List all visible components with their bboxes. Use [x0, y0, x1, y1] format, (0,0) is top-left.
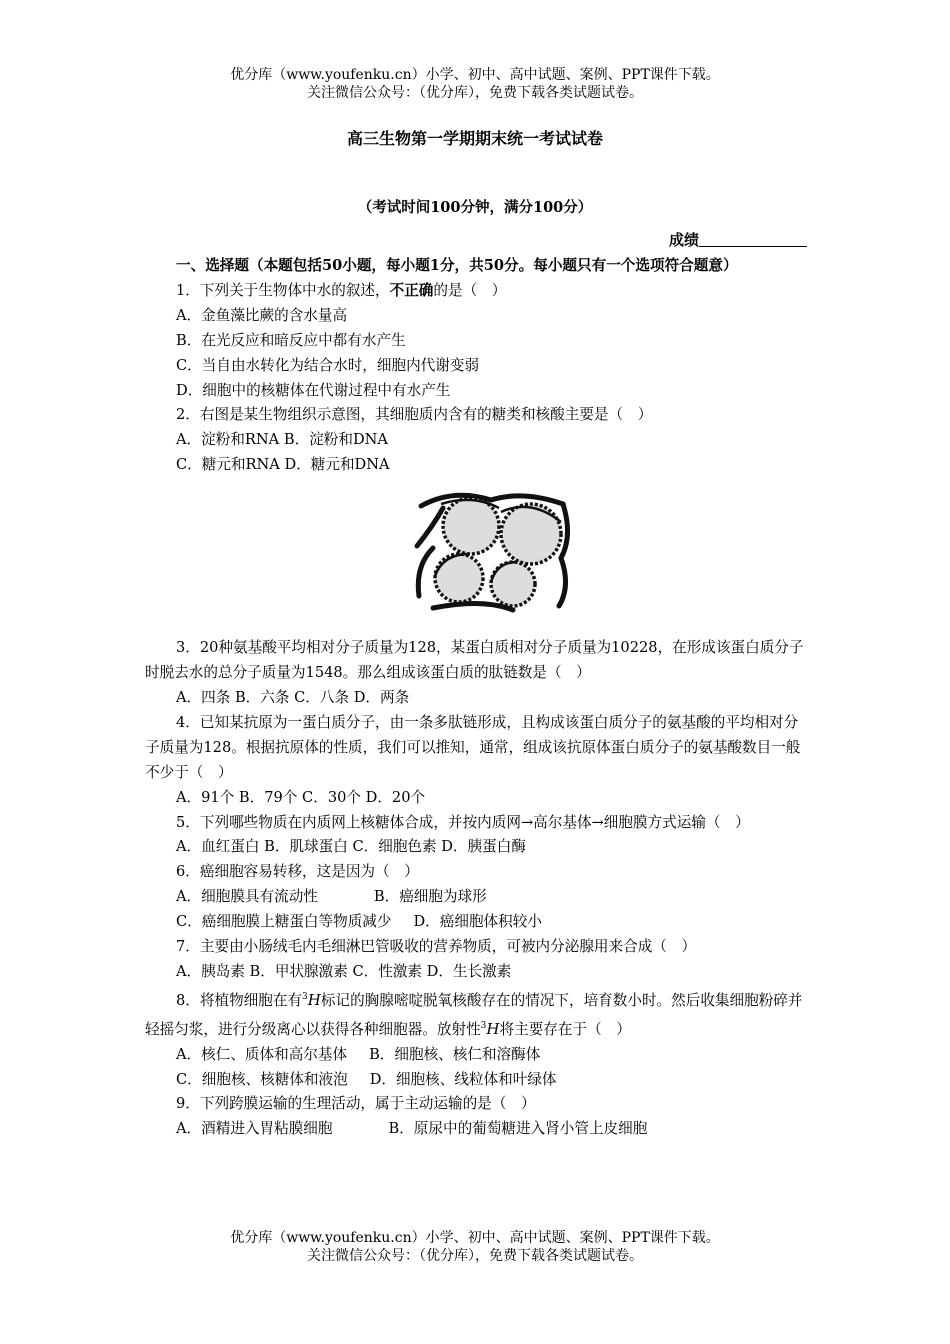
q8-stem-c: 将主要存在于（ ）: [499, 1020, 631, 1038]
q8-option-c: C．细胞核、核糖体和液泡: [176, 1070, 348, 1088]
score-label: 成绩: [668, 231, 699, 249]
question-6: 6．癌细胞容易转移，这是因为（ ）: [176, 863, 419, 881]
q8-stem-b: 标记的胸腺嘧啶脱氧核酸存在的情况下，培育数小时。然后收集细胞粉碎并轻摇匀浆，进行分级离心以获得各种细胞器。放射性: [145, 991, 803, 1038]
q2-options-cd: C．糖元和RNA D．糖元和DNA: [176, 456, 390, 474]
header-line-1: 优分库（www.youfenku.cn）小学、初中、高中试题、案例、PPT课件下载。: [230, 67, 720, 83]
q6-option-b: B．癌细胞为球形: [373, 888, 487, 906]
q1-stem-post: 的是（ ）: [433, 281, 507, 299]
q3-options: A．四条 B．六条 C．八条 D．两条: [176, 688, 410, 706]
q1-stem-pre: 1．下列关于生物体中水的叙述，: [176, 281, 390, 299]
q1-option-a: A．金鱼藻比蕨的含水量高: [176, 306, 348, 324]
page-header: [0, 66, 950, 102]
q8-option-b: B．细胞核、核仁和溶酶体: [369, 1045, 541, 1063]
exam-content: [145, 254, 807, 1142]
q9-option-a: A．酒精进入胃粘膜细胞: [176, 1120, 333, 1138]
q5-options: A．血红蛋白 B．肌球蛋白 C．细胞色素 D．胰蛋白酶: [176, 838, 526, 856]
q8-isotope-1: H: [307, 990, 321, 1009]
page-title: 高三生物第一学期期末统一考试试卷: [346, 129, 603, 148]
question-3: 3．20种氨基酸平均相对分子质量为128，某蛋白质相对分子质量为10228，在形成该蛋白质分子时脱去水的总分子质量为1548。那么组成该蛋白质的肽链数是（ ）: [145, 639, 804, 682]
q8-superscript-2: 3: [480, 1020, 487, 1031]
q9-option-b: B．原尿中的葡萄糖进入肾小管上皮细胞: [388, 1120, 648, 1138]
q8-option-d: D．细胞核、线粒体和叶绿体: [369, 1070, 557, 1088]
question-2: 2．右图是某生物组织示意图，其细胞质内含有的糖类和核酸主要是（ ）: [176, 406, 653, 424]
question-7: 7．主要由小肠绒毛内毛细淋巴管吸收的营养物质，可被内分泌腺用来合成（ ）: [176, 938, 697, 956]
q9-options-ab: [145, 1117, 807, 1142]
q2-options-ab: A．淀粉和RNA B．淀粉和DNA: [176, 431, 388, 449]
q1-option-c: C．当自由水转化为结合水时，细胞内代谢变弱: [176, 356, 480, 374]
exam-info: （考试时间100分钟，满分100分）: [357, 199, 593, 216]
q6-option-c: C．癌细胞膜上糖蛋白等物质减少: [176, 913, 392, 931]
footer-line-2: 关注微信公众号：（优分库），免费下载各类试题试卷。: [307, 1248, 643, 1264]
tissue-figure: [145, 478, 807, 636]
page-footer: [0, 1229, 950, 1265]
footer-line-1: 优分库（www.youfenku.cn）小学、初中、高中试题、案例、PPT课件下载。: [230, 1230, 720, 1246]
q8-isotope-2: H: [486, 1019, 500, 1038]
question-1: [145, 279, 807, 304]
q1-stem-bold: 不正确: [389, 281, 434, 299]
header-line-2: 关注微信公众号：（优分库），免费下载各类试题试卷。: [307, 85, 643, 101]
q8-options-cd: [145, 1068, 807, 1093]
score-blank: [699, 232, 807, 247]
q8-stem-a: 8．将植物细胞在有: [176, 991, 303, 1009]
question-9: 9．下列跨膜运输的生理活动，属于主动运输的是（ ）: [176, 1095, 536, 1113]
q8-options-ab: [145, 1043, 807, 1068]
section-title: 一、选择题（本题包括50小题，每小题1分，共50分。每小题只有一个选项符合题意）: [176, 257, 738, 274]
q8-superscript-1: 3: [302, 991, 308, 1002]
score-field: [669, 229, 807, 250]
q1-option-d: D．细胞中的核糖体在代谢过程中有水产生: [176, 381, 451, 399]
question-8: [145, 985, 807, 1043]
q6-option-d: D．癌细胞体积较小: [413, 913, 542, 931]
question-5: 5．下列哪些物质在内质网上核糖体合成，并按内质网→高尔基体→细胞膜方式运输（ ）: [176, 813, 750, 831]
q6-options-cd: [145, 910, 807, 935]
q6-options-ab: [145, 885, 807, 910]
question-4: 4．已知某抗原为一蛋白质分子，由一条多肽链形成，且构成该蛋白质分子的氨基酸的平均相对分子质量为128。根据抗原体的性质，我们可以推知，通常，组成该抗原体蛋白质分子的氨基酸数目一般不少于（ ）: [145, 713, 801, 781]
q7-options: A．胰岛素 B．甲状腺激素 C．性激素 D．生长激素: [176, 962, 512, 980]
q1-option-b: B．在光反应和暗反应中都有水产生: [176, 331, 406, 349]
q8-option-a: A．核仁、质体和高尔基体: [176, 1045, 348, 1063]
q4-options: A．91个 B．79个 C．30个 D．20个: [176, 788, 426, 806]
tissue-illustration: [413, 486, 573, 614]
q6-option-a: A．细胞膜具有流动性: [176, 888, 318, 906]
